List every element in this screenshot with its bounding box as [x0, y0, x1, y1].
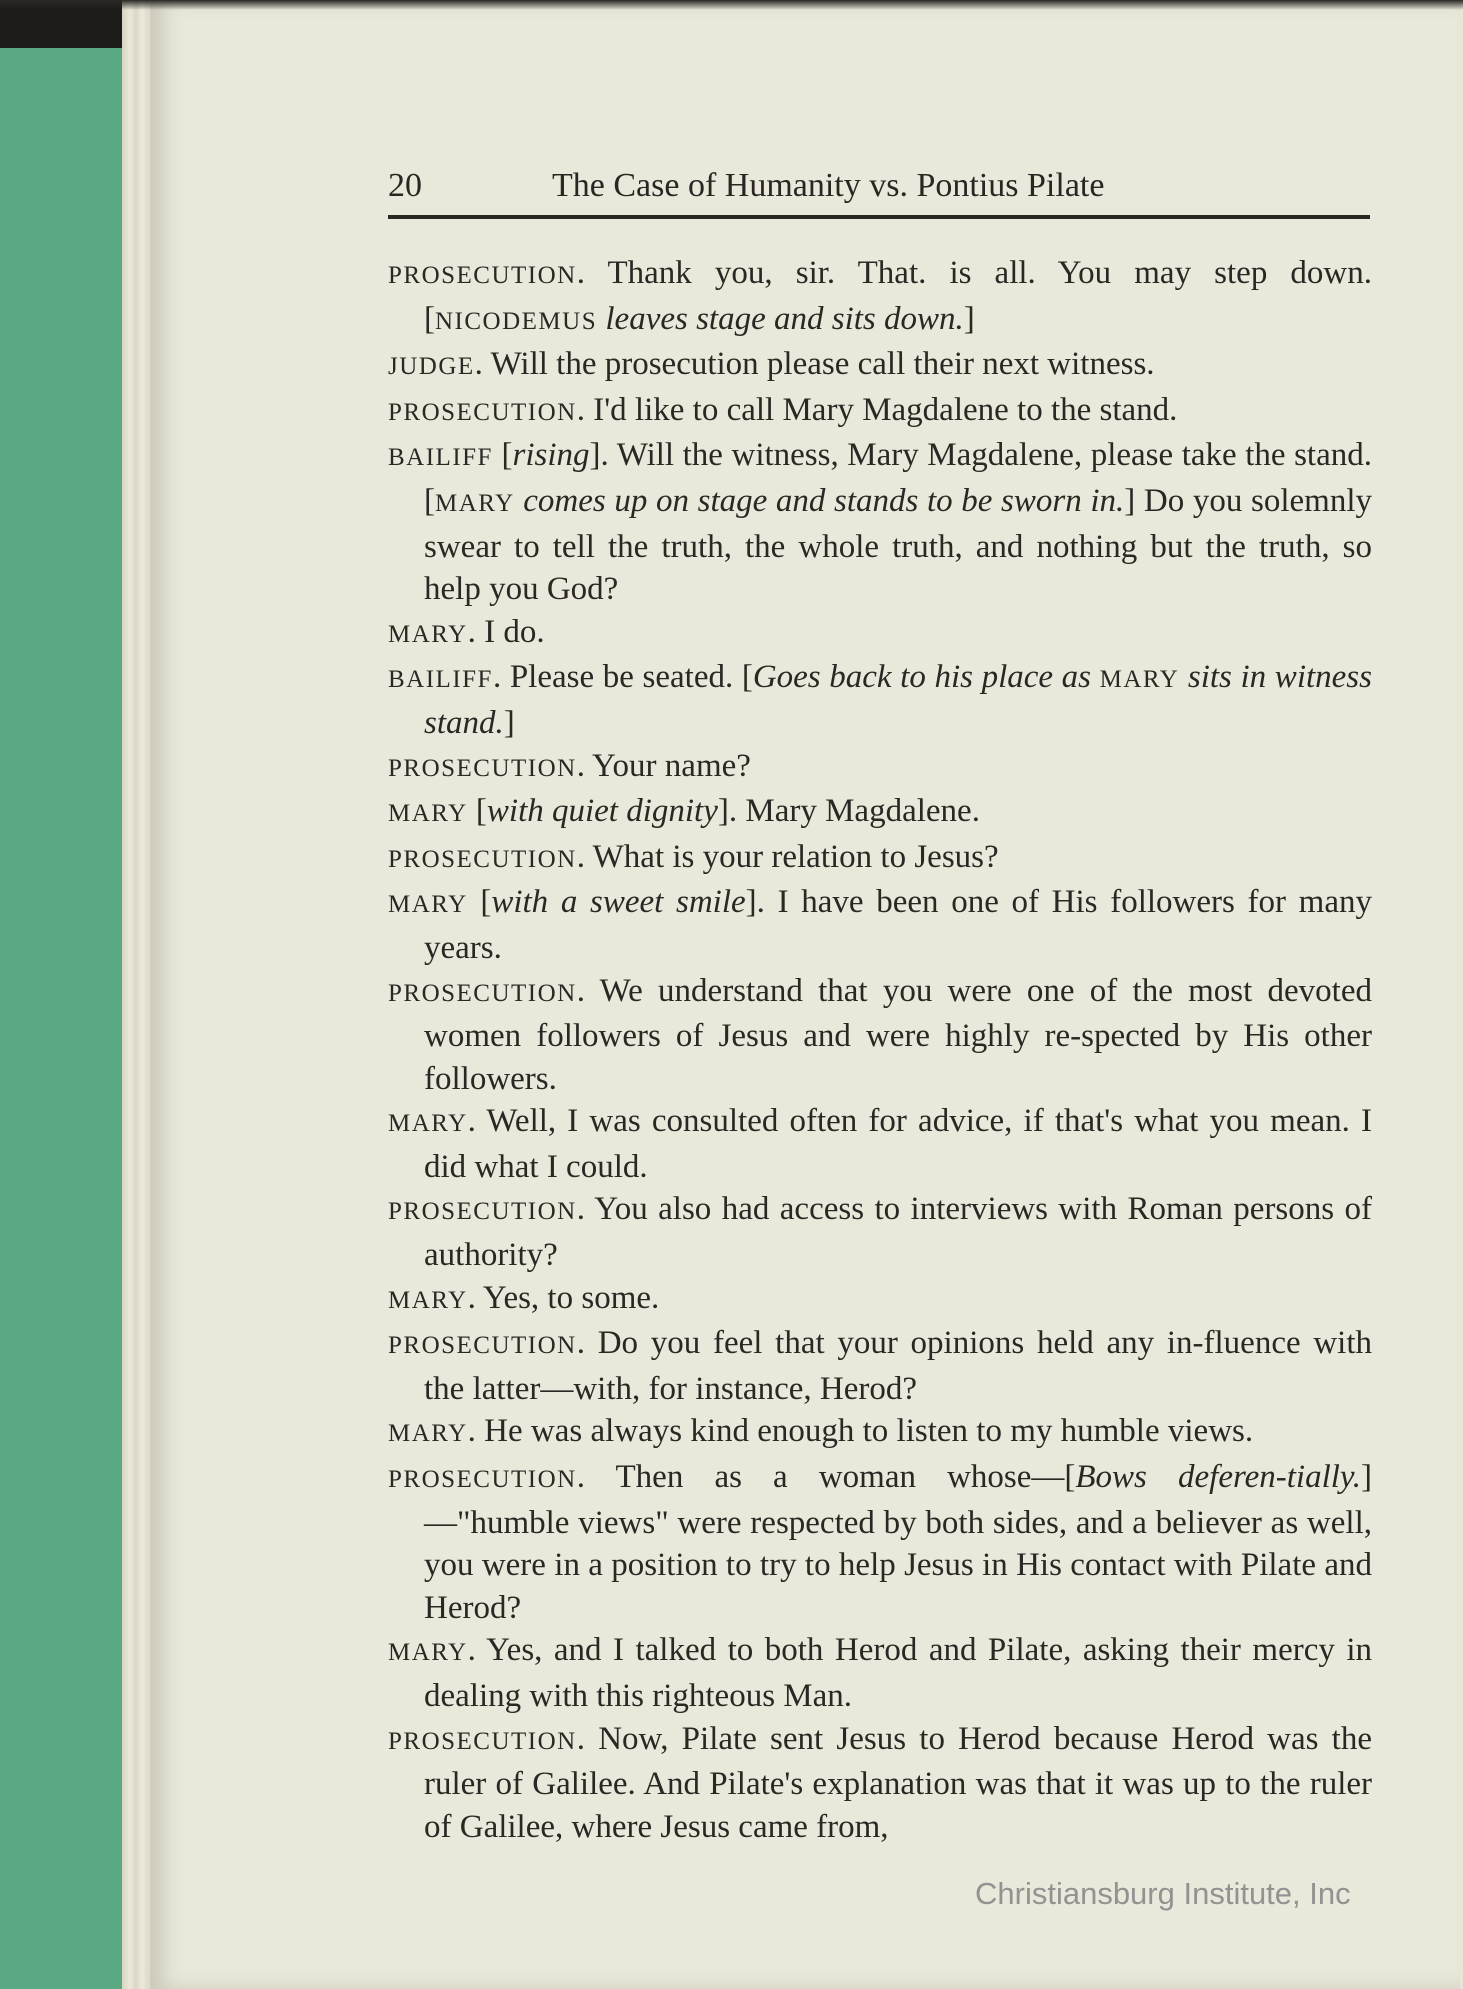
stage-direction: leaves stage and sits down. [597, 300, 964, 337]
speaker-name: PROSECUTION [388, 262, 577, 289]
dialogue-text: [ [467, 884, 492, 921]
running-header [388, 163, 1370, 213]
stage-direction: with quiet dignity [486, 793, 718, 830]
dialogue-text: ]. Mary Magdalene. [717, 793, 980, 830]
dialogue-text: . Then as a woman whose—[ [576, 1459, 1076, 1496]
dialogue-text: . Do you feel that your opinions held any in-fluence with the latter—with, for instance, Herod? [424, 1325, 1372, 1407]
dialogue-line [388, 790, 1372, 836]
stage-direction: Goes back to his place as [752, 659, 1100, 696]
dialogue-line [388, 1188, 1372, 1276]
speaker-name: MARY [388, 800, 468, 828]
dialogue-line [388, 1718, 1372, 1849]
dialogue-text: . Well, I was consulted often for advice, if that's what you mean. I did what I could. [424, 1103, 1372, 1185]
character-name: NICODEMUS [435, 307, 598, 335]
dialogue-line [388, 836, 1372, 882]
dialogue-line [388, 611, 1372, 657]
dialogue-text: . We understand that you were one of the most devoted women followers of Jesus and were highly re-spected by His other followers. [424, 972, 1372, 1097]
dialogue-text: . Thank you, sir. That. is all. You may step down. [576, 255, 1372, 291]
dialogue-text: . Your name? [576, 747, 751, 784]
dialogue-line [388, 389, 1372, 435]
speaker-name: MARY [388, 891, 468, 919]
speaker-name: PROSECUTION [388, 398, 577, 426]
speaker-name: BAILIFF [388, 444, 493, 472]
dialogue-line [388, 881, 1372, 969]
page-number: 20 [388, 167, 422, 204]
dialogue-line [388, 1277, 1372, 1323]
running-title: The Case of Humanity vs. Pontius Pilate [552, 167, 1105, 204]
speaker-name: MARY [388, 620, 468, 648]
dialogue-text: ] Do you solemnly swear to tell the truth, the whole truth, and nothing but the truth, so help you God? [424, 482, 1372, 608]
dialogue-line [388, 1629, 1372, 1717]
dialogue-line [388, 745, 1372, 791]
dialogue-text: ]. Will the witness, Mary Magdalene, please take the stand. [ [424, 437, 1372, 519]
dialogue-text: . Yes, to some. [467, 1279, 660, 1316]
dialogue-text: ]. I have been one of His followers for many years. [424, 884, 1372, 966]
character-name: MARY [435, 489, 515, 517]
dialogue-text: ] [503, 704, 515, 741]
watermark: Christiansburg Institute, Inc [975, 1876, 1351, 1911]
dialogue-line [388, 343, 1372, 389]
speaker-name: MARY [388, 1639, 468, 1667]
speaker-name: PROSECUTION [388, 1727, 577, 1755]
top-shadow [0, 0, 1463, 10]
dialogue-line [388, 656, 1372, 744]
dialogue-text: . Now, Pilate sent Jesus to Herod because Herod was the ruler of Galilee. And Pilate's explanation was that it was up to the ruler of Galilee, where Jesus came from, [424, 1720, 1372, 1845]
character-name: MARY [1099, 666, 1180, 694]
dialogue-text: ] [963, 300, 975, 337]
dialogue-text: . Will the prosecution please call their next witness. [474, 346, 1155, 383]
stage-direction: Bows deferen-tially. [1075, 1459, 1361, 1496]
dialogue-text: . I do. [467, 613, 545, 650]
dialogue-line [388, 1100, 1372, 1188]
speaker-name: MARY [388, 1286, 468, 1314]
speaker-name: MARY [388, 1420, 468, 1448]
dialogue-line [388, 1322, 1372, 1410]
speaker-name: PROSECUTION [388, 979, 577, 1007]
speaker-name: PROSECUTION [388, 845, 577, 873]
dialogue-text: [ [467, 793, 487, 830]
speaker-name: PROSECUTION [388, 754, 577, 782]
dialogue-line [388, 252, 1372, 343]
stage-direction: with a sweet smile [491, 884, 746, 921]
dialogue-line [388, 1456, 1372, 1629]
speaker-name: MARY [388, 1110, 468, 1138]
stage-direction: rising [512, 437, 590, 474]
dialogue-text: . Please be seated. [ [492, 659, 753, 696]
dialogue-text: . What is your relation to Jesus? [576, 838, 999, 875]
header-rule [388, 215, 1370, 219]
stage-direction: comes up on stage and stands to be sworn in. [514, 482, 1125, 519]
dialogue-text: . He was always kind enough to listen to my humble views. [467, 1413, 1254, 1450]
dialogue-line [388, 434, 1372, 610]
speaker-name: PROSECUTION [388, 1466, 577, 1494]
speaker-name: JUDGE [388, 353, 475, 381]
play-dialogue [388, 252, 1372, 1848]
dialogue-text: . You also had access to interviews with Roman persons of authority? [424, 1191, 1372, 1274]
speaker-name: BAILIFF [388, 666, 493, 694]
speaker-name: PROSECUTION [388, 1332, 577, 1360]
dialogue-text: ]—"humble views" were respected by both sides, and a believer as well, you were in a position to try to help Jesus in His contact with Pilate and Herod? [424, 1459, 1372, 1626]
speaker-name: PROSECUTION [388, 1198, 577, 1226]
dialogue-line [388, 1410, 1372, 1456]
dialogue-text: [ [424, 300, 435, 337]
dialogue-text: . Yes, and I talked to both Herod and Pilate, asking their mercy in dealing with this righteous Man. [424, 1632, 1372, 1714]
dialogue-line [388, 970, 1372, 1101]
dialogue-text: [ [492, 437, 513, 474]
dialogue-text: . I'd like to call Mary Magdalene to the stand. [576, 391, 1178, 428]
stage-direction: sits in witness stand. [424, 659, 1372, 741]
